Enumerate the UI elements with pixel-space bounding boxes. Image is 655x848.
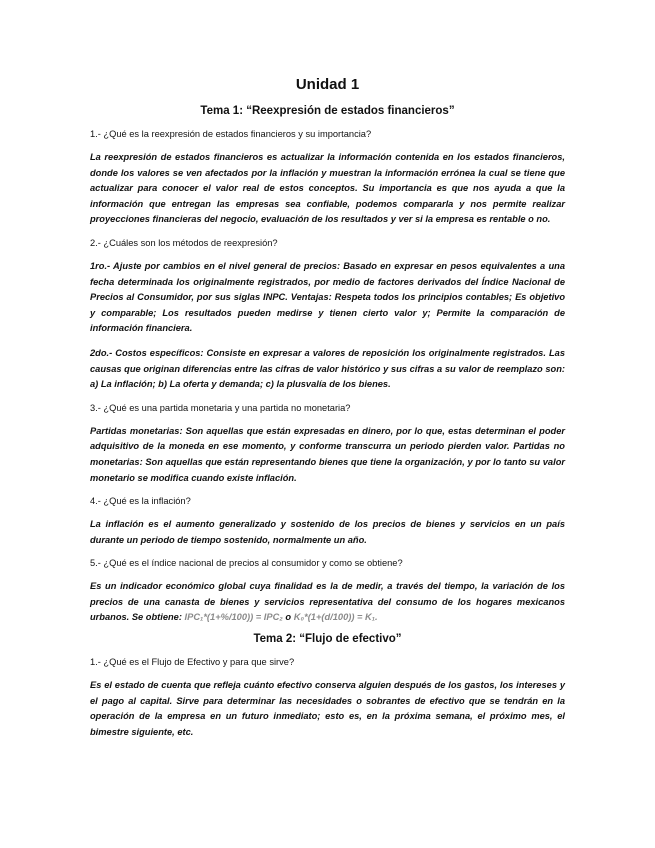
question-1: 1.- ¿Qué es la reexpresión de estados financieros y su importancia?	[90, 129, 372, 139]
answer-2-method-2: 2do.- Costos específicos: Consiste en expresar a valores de reposición los originalmente registrados. Las causas que originan diferencias entre las cifras de valor histórico y sus cifras a su valor de reemplazo son: a) La inflación; b) La oferta y demanda; c) la plusvalía de los bienes.	[90, 347, 565, 390]
k-formula: K₀*(1+(d/100)) = K₁.	[293, 612, 378, 623]
question-4: 4.- ¿Qué es la inflación?	[90, 496, 191, 507]
topic-2-answer-1: Es el estado de cuenta que refleja cuánto efectivo conserva alguien después de los gastos, los intereses y el pago al capital. Sirve para determinar las necesidades o sobrantes de efectivo que se tendrán en la operación de la empresa en un futuro inmediato; esto es, en la próxima semana, el próximo mes, el bimestre siguiente, etc.	[90, 680, 565, 737]
answer-1: La reexpresión de estados financieros es actualizar la información contenida en los estados financieros, donde los valores se ven afectados por la inflación y muestran la información errónea la cual se tiene que actualizar para conocer el valor real de estos conceptos. Su importancia es que nos ayuda a que la información que entregan las empresas sea confiable, podemos compararla y nos permite realizar proyecciones financieras del negocio, evaluación de los resultados y ver si la empresa es rentable o no.	[90, 152, 565, 225]
formula-connector: o	[285, 612, 292, 623]
question-5: 5.- ¿Qué es el índice nacional de precios al consumidor y como se obtiene?	[90, 558, 403, 569]
ipc-formula: IPC₁*(1+%/100)) = IPC₂	[184, 612, 283, 623]
answer-3: Partidas monetarias: Son aquellas que están expresadas en dinero, por lo que, estas determinan el poder adquisitivo de la moneda en ese momento, y conforme transcurra un periodo pierden valor. Partidas no monetarias: Son aquellas que están representando bienes que tiene la organización, y por lo tanto su valor monetario se modifica cuando existe inflación.	[90, 425, 565, 483]
topic-2-title: Tema 2: “Flujo de efectivo”	[253, 633, 402, 646]
answer-2-method-1: 1ro.- Ajuste por cambios en el nivel general de precios: Basado en expresar en pesos equivalentes a una fecha determinada los originalmente registrados, por medio de factores derivados del Índice Nacional de Precios al Consumidor, por sus siglas INPC. Ventajas: Respeta todos los principios contables; Es objetivo y comparable; Los resultados pueden medirse y tienen cierto valor y; Permite la comparación de información financiera.	[90, 260, 565, 334]
answer-4: La inflación es el aumento generalizado y sostenido de los precios de bienes y servicios en un país durante un periodo de tiempo sostenido, normalmente un año.	[90, 519, 565, 545]
answer-5-text: Es un indicador económico global cuya finalidad es la de medir, a través del tiempo, la variación de los precios de una canasta de bienes y servicios representativa del consumo de los hogares mexicanos urbanos. Se obtiene:	[90, 581, 565, 623]
topic-2-question-1: 1.- ¿Qué es el Flujo de Efectivo y para que sirve?	[90, 657, 295, 668]
unit-title: Unidad 1	[295, 76, 360, 93]
answer-5	[90, 579, 565, 626]
topic-1-title: Tema 1: “Reexpresión de estados financieros”	[200, 105, 455, 117]
question-2: 2.- ¿Cuáles son los métodos de reexpresión?	[90, 237, 278, 248]
question-3: 3.- ¿Qué es una partida monetaria y una partida no monetaria?	[90, 402, 351, 413]
